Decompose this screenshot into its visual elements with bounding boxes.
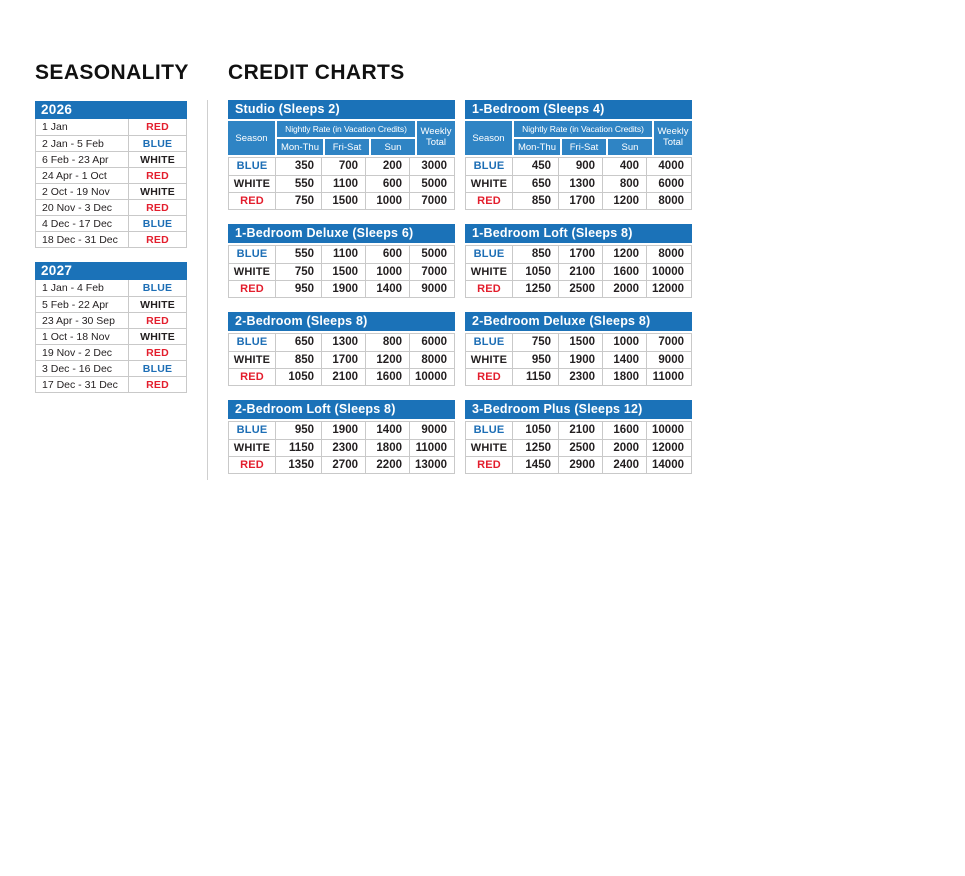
rate-value: 1250: [512, 440, 558, 457]
rate-value: 6000: [409, 334, 454, 351]
season-value: WHITE: [128, 152, 186, 168]
rate-value: 950: [275, 281, 321, 298]
rate-value: 750: [275, 264, 321, 281]
table-row: [36, 135, 186, 151]
credit-table-header: [465, 121, 692, 155]
table-row: [229, 263, 454, 280]
year-header: 2027: [35, 262, 187, 280]
table-row: [36, 376, 186, 392]
season-value: RED: [128, 232, 186, 248]
rate-value: 8000: [409, 352, 454, 369]
rate-value: 10000: [646, 422, 691, 439]
season-column-header: Season: [228, 121, 275, 155]
season-value: RED: [128, 168, 186, 184]
table-row: [229, 351, 454, 368]
table-row: [229, 334, 454, 351]
rate-value: 1000: [365, 193, 409, 210]
table-row: [466, 192, 691, 209]
table-row: [36, 296, 186, 312]
credit-table: [228, 312, 455, 386]
table-row: [466, 175, 691, 192]
season-value: RED: [128, 313, 186, 329]
rate-value: 850: [512, 193, 558, 210]
season-label: RED: [477, 459, 501, 471]
credit-table: [465, 224, 692, 298]
rate-value: 1150: [512, 369, 558, 386]
season-label: WHITE: [470, 442, 508, 454]
rate-value: 1700: [321, 352, 365, 369]
rate-value: 1100: [321, 176, 365, 193]
rate-value: 1400: [602, 352, 646, 369]
rate-value: 1450: [512, 457, 558, 474]
rate-value: 1800: [365, 440, 409, 457]
date-range-label: 2 Oct - 19 Nov: [42, 186, 110, 198]
day-column-header: Sun: [608, 139, 652, 155]
rate-value: 3000: [409, 158, 454, 175]
table-row: [36, 215, 186, 231]
season-value: BLUE: [128, 361, 186, 377]
rate-value: 1200: [602, 246, 646, 263]
day-column-header: Fri-Sat: [562, 139, 606, 155]
table-row: [229, 456, 454, 473]
rate-value: 450: [512, 158, 558, 175]
rate-value: 1300: [558, 176, 602, 193]
rate-value: 2500: [558, 440, 602, 457]
credit-table-title: 1-Bedroom Loft (Sleeps 8): [465, 224, 692, 243]
credit-table-rows: [228, 421, 455, 474]
date-range-label: 24 Apr - 1 Oct: [42, 170, 107, 182]
season-label: BLUE: [236, 424, 268, 436]
rate-value: 750: [275, 193, 321, 210]
seasonality-table: [35, 101, 187, 248]
rate-value: 10000: [409, 369, 454, 386]
rate-value: 1050: [512, 422, 558, 439]
date-range-label: 4 Dec - 17 Dec: [42, 218, 113, 230]
day-column-header: Mon-Thu: [514, 139, 560, 155]
table-row: [466, 280, 691, 297]
credit-table: [228, 224, 455, 298]
rate-value: 650: [275, 334, 321, 351]
day-column-header: Sun: [371, 139, 415, 155]
rate-value: 2500: [558, 281, 602, 298]
date-range-label: 6 Feb - 23 Apr: [42, 154, 109, 166]
table-row: [36, 119, 186, 135]
credit-table: [465, 312, 692, 386]
rate-value: 1500: [321, 264, 365, 281]
credit-table: [228, 400, 455, 474]
rate-value: 1200: [602, 193, 646, 210]
date-range-label: 18 Dec - 31 Dec: [42, 234, 118, 246]
table-row: [36, 280, 186, 296]
credit-table-rows: [228, 157, 455, 210]
season-label: WHITE: [233, 442, 271, 454]
season-label: BLUE: [236, 336, 268, 348]
table-row: [466, 351, 691, 368]
rate-value: 1700: [558, 246, 602, 263]
rate-value: 1400: [365, 422, 409, 439]
credit-table-title: 2-Bedroom Deluxe (Sleeps 8): [465, 312, 692, 331]
rate-value: 600: [365, 176, 409, 193]
season-column-header: Season: [465, 121, 512, 155]
rate-value: 5000: [409, 246, 454, 263]
rate-value: 1600: [365, 369, 409, 386]
rate-value: 10000: [646, 264, 691, 281]
rate-value: 2000: [602, 281, 646, 298]
seasonality-rows: [35, 280, 187, 393]
season-label: RED: [240, 459, 264, 471]
season-value: WHITE: [128, 329, 186, 345]
table-row: [229, 192, 454, 209]
table-row: [466, 246, 691, 263]
rate-value: 700: [321, 158, 365, 175]
rate-value: 1350: [275, 457, 321, 474]
season-label: WHITE: [233, 266, 271, 278]
season-label: RED: [477, 195, 501, 207]
seasonality-table: [35, 262, 187, 393]
season-value: RED: [128, 119, 186, 135]
date-range-label: 20 Nov - 3 Dec: [42, 202, 113, 214]
day-column-header: Fri-Sat: [325, 139, 369, 155]
table-row: [36, 360, 186, 376]
day-column-header: Mon-Thu: [277, 139, 323, 155]
rate-value: 350: [275, 158, 321, 175]
rate-value: 1900: [321, 281, 365, 298]
rate-value: 1000: [602, 334, 646, 351]
rate-value: 4000: [646, 158, 691, 175]
season-value: RED: [128, 200, 186, 216]
rate-value: 1900: [321, 422, 365, 439]
rate-value: 1100: [321, 246, 365, 263]
rate-value: 400: [602, 158, 646, 175]
table-row: [229, 439, 454, 456]
rate-value: 2100: [321, 369, 365, 386]
rate-value: 1800: [602, 369, 646, 386]
table-row: [466, 456, 691, 473]
table-row: [229, 246, 454, 263]
rate-value: 1600: [602, 422, 646, 439]
date-range-label: 3 Dec - 16 Dec: [42, 363, 113, 375]
seasonality-section: [35, 60, 187, 407]
credit-table: [465, 400, 692, 474]
season-value: RED: [128, 377, 186, 393]
credit-table-title: 2-Bedroom Loft (Sleeps 8): [228, 400, 455, 419]
credit-table-title: 1-Bedroom Deluxe (Sleeps 6): [228, 224, 455, 243]
season-label: BLUE: [236, 160, 268, 172]
table-row: [229, 158, 454, 175]
seasonality-rows: [35, 119, 187, 248]
date-range-label: 5 Feb - 22 Apr: [42, 299, 109, 311]
date-range-label: 1 Oct - 18 Nov: [42, 331, 110, 343]
table-row: [229, 175, 454, 192]
rate-value: 1600: [602, 264, 646, 281]
table-row: [466, 263, 691, 280]
credit-table-rows: [228, 333, 455, 386]
season-value: RED: [128, 345, 186, 361]
rate-value: 9000: [646, 352, 691, 369]
seasonality-tables: [35, 101, 187, 393]
nightly-rate-header: Nightly Rate (in Vacation Credits): [514, 121, 652, 137]
credit-table-rows: [465, 157, 692, 210]
rate-value: 600: [365, 246, 409, 263]
credit-table: [465, 100, 692, 210]
rate-value: 5000: [409, 176, 454, 193]
rate-value: 13000: [409, 457, 454, 474]
table-row: [466, 422, 691, 439]
rate-value: 1500: [321, 193, 365, 210]
seasonality-title: SEASONALITY: [35, 61, 189, 84]
table-row: [229, 280, 454, 297]
rate-value: 2400: [602, 457, 646, 474]
section-divider: [207, 100, 208, 480]
rate-value: 14000: [646, 457, 691, 474]
season-label: BLUE: [473, 160, 505, 172]
season-label: WHITE: [470, 354, 508, 366]
season-label: RED: [240, 371, 264, 383]
rate-value: 7000: [646, 334, 691, 351]
season-label: BLUE: [236, 248, 268, 260]
credit-charts-title: CREDIT CHARTS: [228, 61, 405, 84]
rate-value: 800: [365, 334, 409, 351]
season-value: BLUE: [128, 216, 186, 232]
table-row: [229, 422, 454, 439]
rate-value: 2200: [365, 457, 409, 474]
season-label: BLUE: [473, 248, 505, 260]
weekly-total-header: Weekly Total: [417, 121, 455, 155]
credit-table-title: 2-Bedroom (Sleeps 8): [228, 312, 455, 331]
table-row: [36, 344, 186, 360]
rate-value: 650: [512, 176, 558, 193]
table-row: [466, 334, 691, 351]
table-row: [36, 199, 186, 215]
season-label: WHITE: [470, 178, 508, 190]
rate-value: 7000: [409, 193, 454, 210]
credit-table-title: 3-Bedroom Plus (Sleeps 12): [465, 400, 692, 419]
table-row: [36, 167, 186, 183]
table-row: [229, 368, 454, 385]
table-row: [36, 312, 186, 328]
rate-value: 1200: [365, 352, 409, 369]
season-label: WHITE: [233, 178, 271, 190]
rate-value: 2100: [558, 422, 602, 439]
rate-value: 1900: [558, 352, 602, 369]
date-range-label: 23 Apr - 30 Sep: [42, 315, 115, 327]
table-row: [466, 368, 691, 385]
rate-value: 1050: [275, 369, 321, 386]
rate-value: 11000: [646, 369, 691, 386]
rate-value: 2100: [558, 264, 602, 281]
rate-value: 1250: [512, 281, 558, 298]
date-range-label: 1 Jan: [42, 121, 68, 133]
rate-value: 1150: [275, 440, 321, 457]
rate-value: 9000: [409, 422, 454, 439]
rate-value: 950: [275, 422, 321, 439]
rate-value: 8000: [646, 246, 691, 263]
nightly-rate-header: Nightly Rate (in Vacation Credits): [277, 121, 415, 137]
rate-value: 1400: [365, 281, 409, 298]
rate-value: 2300: [558, 369, 602, 386]
rate-value: 850: [275, 352, 321, 369]
season-label: RED: [240, 283, 264, 295]
rate-value: 550: [275, 176, 321, 193]
table-row: [466, 158, 691, 175]
rate-value: 6000: [646, 176, 691, 193]
season-label: WHITE: [233, 354, 271, 366]
rate-value: 2000: [602, 440, 646, 457]
season-label: BLUE: [473, 336, 505, 348]
rate-value: 900: [558, 158, 602, 175]
credit-table: [228, 100, 455, 210]
season-label: WHITE: [470, 266, 508, 278]
rate-value: 1300: [321, 334, 365, 351]
rate-value: 1700: [558, 193, 602, 210]
credit-table-title: 1-Bedroom (Sleeps 4): [465, 100, 692, 119]
rate-value: 750: [512, 334, 558, 351]
rate-value: 8000: [646, 193, 691, 210]
rate-value: 12000: [646, 440, 691, 457]
rate-value: 850: [512, 246, 558, 263]
date-range-label: 2 Jan - 5 Feb: [42, 138, 104, 150]
rate-value: 1000: [365, 264, 409, 281]
rate-value: 9000: [409, 281, 454, 298]
rate-value: 11000: [409, 440, 454, 457]
season-label: RED: [477, 283, 501, 295]
season-value: BLUE: [128, 136, 186, 152]
table-row: [466, 439, 691, 456]
season-label: RED: [477, 371, 501, 383]
rate-value: 2300: [321, 440, 365, 457]
table-row: [36, 231, 186, 247]
credit-table-rows: [465, 333, 692, 386]
credit-charts-section: [228, 60, 692, 474]
season-label: BLUE: [473, 424, 505, 436]
credit-tables: [228, 100, 692, 474]
table-row: [36, 183, 186, 199]
weekly-total-header: Weekly Total: [654, 121, 692, 155]
credit-table-header: [228, 121, 455, 155]
credit-table-title: Studio (Sleeps 2): [228, 100, 455, 119]
date-range-label: 17 Dec - 31 Dec: [42, 379, 118, 391]
credit-table-rows: [465, 245, 692, 298]
season-value: BLUE: [128, 280, 186, 296]
rate-value: 2900: [558, 457, 602, 474]
rate-value: 550: [275, 246, 321, 263]
credit-table-rows: [465, 421, 692, 474]
rate-value: 2700: [321, 457, 365, 474]
year-header: 2026: [35, 101, 187, 119]
rate-value: 7000: [409, 264, 454, 281]
table-row: [36, 151, 186, 167]
rate-value: 1500: [558, 334, 602, 351]
rate-value: 200: [365, 158, 409, 175]
rate-value: 1050: [512, 264, 558, 281]
credit-table-rows: [228, 245, 455, 298]
rate-value: 12000: [646, 281, 691, 298]
date-range-label: 19 Nov - 2 Dec: [42, 347, 113, 359]
season-value: WHITE: [128, 184, 186, 200]
rate-value: 950: [512, 352, 558, 369]
date-range-label: 1 Jan - 4 Feb: [42, 282, 104, 294]
rate-value: 800: [602, 176, 646, 193]
season-label: RED: [240, 195, 264, 207]
table-row: [36, 328, 186, 344]
season-value: WHITE: [128, 297, 186, 313]
